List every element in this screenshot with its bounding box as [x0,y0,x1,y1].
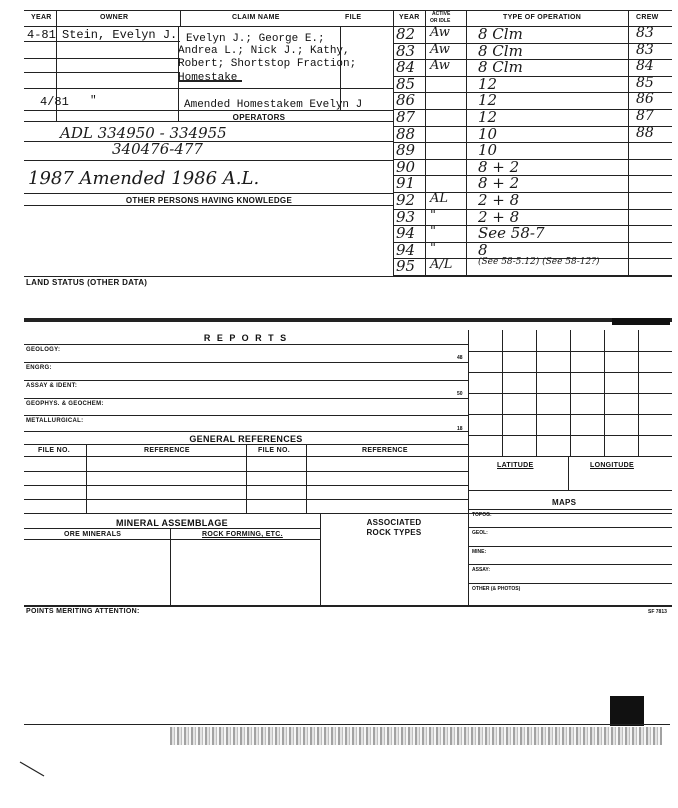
operators-line-2: 340476-477 [112,140,203,158]
header-active: ACTIVE [432,11,451,17]
activity-operation: See 58-7 [478,224,545,243]
scan-noise-band [170,727,662,745]
associated-label: ASSOCIATED [366,518,422,527]
header-type-of-operation: TYPE OF OPERATION [503,14,582,21]
grid-line [468,435,672,436]
claim-rule [24,41,180,42]
activity-operation: 12 [478,108,498,126]
gen-ref-col-file-no: FILE NO. [38,447,70,454]
activity-crew: 83 [636,41,654,58]
claim-row2-year: 4/81 [40,95,69,109]
activity-row-rule [393,76,672,77]
operators-heading: OPERATORS [232,113,286,122]
general-references-heading: GENERAL REFERENCES [189,434,303,444]
header-year-2: YEAR [399,14,420,21]
claim-row1-year: 4-81 [27,28,56,42]
grid-line [468,351,672,352]
activity-crew: 88 [636,124,654,141]
header-file: FILE [345,14,362,21]
claim-row2-owner: " [90,95,97,107]
operators-line-1: ADL 334950 - 334955 [60,124,227,142]
longitude-label: LONGITUDE [590,462,634,469]
activity-operation: 8 + 2 [478,157,520,176]
report-row-label: METALLURGICAL: [26,418,84,424]
mineral-rule [24,539,320,540]
claim-line-1: Evelyn J.; George E.; [186,33,325,45]
gen-ref-rule [24,513,672,514]
claim-line-4: Homestake [178,72,238,84]
activity-crew: 85 [636,74,654,91]
other-persons-rule [24,205,394,206]
other-persons-heading: OTHER PERSONS HAVING KNOWLEDGE [125,196,293,205]
gen-ref-col-reference-2: REFERENCE [362,447,408,454]
scan-black-block [610,696,644,726]
activity-year: 88 [396,124,416,143]
report-row-rule [24,380,468,381]
activity-year: 90 [396,157,416,176]
activity-operation: 8 [478,240,488,259]
activity-row-rule [393,142,672,143]
land-status-label: LAND STATUS (OTHER DATA) [26,278,148,287]
maps-row-label: TOPOG: [472,512,492,518]
activity-year: 82 [396,25,416,43]
activity-operation: 12 [478,74,498,93]
reports-rule [24,344,468,345]
report-row-rule [24,362,468,363]
header-top-rule [24,10,672,11]
activity-status: Aw [430,58,450,74]
report-row-rule [24,398,468,399]
claim-rule [24,110,394,111]
claim-strike [178,80,242,82]
activity-status: Aw [430,25,450,40]
header-owner: OWNER [100,14,129,21]
activity-year: 84 [396,58,416,77]
maps-row-label: MINE: [472,549,487,555]
gen-ref-col-file-no-2: FILE NO. [258,447,290,454]
latlong-divider [568,456,569,490]
activity-year: 86 [396,91,416,110]
operators-line-3: 1987 Amended 1986 A.L. [28,168,260,189]
activity-operation: 12 [478,91,498,110]
grid-line [468,372,672,373]
activity-status: " [430,207,436,223]
activity-status: Aw [430,41,450,57]
scan-line [24,724,670,725]
claim-rule [24,88,394,89]
activity-status: AL [430,191,449,206]
header-year: YEAR [31,14,52,21]
maps-top-rule [468,490,672,491]
form-code: SF 7813 [648,609,667,615]
claim-rule [24,72,180,73]
activity-year: 83 [396,41,416,60]
gen-ref-divider [306,444,307,513]
report-row-rule [24,431,468,432]
activity-status: " [430,240,436,256]
activity-year: 93 [396,207,416,226]
ore-minerals-label: ORE MINERALS [64,531,122,538]
header-divider [180,10,181,26]
report-row-label: GEOPHYS. & GEOCHEM: [26,401,104,407]
maps-row-rule [468,564,672,565]
operators-rule [24,141,394,142]
scan-stroke [18,760,48,780]
report-row-number: 18 [457,426,463,432]
latitude-label: LATITUDE [497,462,534,469]
grid-line [468,393,672,394]
activity-operation: 10 [478,141,498,160]
claim-name-divider [178,26,179,121]
activity-crew: 83 [636,25,654,41]
activity-year: 94 [396,240,416,259]
activity-operation: 10 [478,124,498,143]
activity-status: A/L [430,257,453,273]
claim-file-divider [340,26,341,110]
mineral-rule [24,528,320,529]
maps-row-rule [468,583,672,584]
mineral-divider [170,528,171,605]
activity-year: 94 [396,224,416,243]
maps-row-rule [468,509,672,510]
header-crew: CREW [636,14,659,21]
land-status-rule [24,276,672,277]
claim-line-3: Robert; Shortstop Fraction; [178,58,357,70]
activity-row-rule [393,159,672,160]
activity-year: 87 [396,108,416,126]
claim-rule [24,58,180,59]
report-row-label: ASSAY & IDENT: [26,383,78,389]
activity-year: 92 [396,191,416,209]
points-meriting-label: POINTS MERITING ATTENTION: [26,608,140,615]
form-bottom-rule [24,605,672,607]
mineral-assemblage-heading: MINERAL ASSEMBLAGE [116,518,228,528]
activity-crew: 87 [636,108,654,124]
header-or-idle: OR IDLE [430,18,451,24]
claim-line-2: Andrea L.; Nick J.; Kathy, [178,45,350,57]
grid-line [468,414,672,415]
activity-row-rule [393,126,672,127]
maps-row-label: OTHER (& PHOTOS) [472,586,521,592]
activity-year: 91 [396,174,416,193]
report-row-label: GEOLOGY: [26,347,61,353]
activity-crew: 84 [636,58,654,75]
claim-row2-name: Amended Homestakem Evelyn J [184,99,363,111]
header-bottom-rule [24,26,672,27]
operators-rule [24,160,394,161]
header-claim-name: CLAIM NAME [232,14,280,21]
report-row-label: ENGRG: [26,365,52,371]
activity-operation: 2 + 8 [478,191,520,209]
land-status-bar [24,318,672,322]
gen-ref-col-reference: REFERENCE [144,447,190,454]
mineral-divider [320,513,321,605]
activity-status: " [430,224,436,240]
activity-operation: (See 58-5.12) (See 58-12?) [478,257,600,268]
activity-row-rule [393,175,672,176]
maps-row-label: ASSAY: [472,567,491,573]
reports-heading: R E P O R T S [203,333,289,343]
report-row-number: 48 [457,355,463,361]
activity-operation: 8 Clm [478,41,523,60]
rock-types-label: ROCK TYPES [366,528,422,537]
activity-year: 85 [396,74,416,93]
activity-operation: 8 Clm [478,58,523,77]
operators-rule [24,121,394,122]
gen-ref-divider [86,444,87,513]
header-divider [56,10,57,26]
activity-operation: 8 Clm [478,25,523,43]
activity-row-rule [393,92,672,93]
maps-row-rule [468,527,672,528]
claim-row1-owner: Stein, Evelyn J. [62,28,178,42]
maps-row-label: GEOL: [472,530,488,536]
activity-operation: 2 + 8 [478,207,520,226]
maps-row-rule [468,546,672,547]
report-row-number: 50 [457,391,463,397]
activity-operation: 8 + 2 [478,174,520,193]
activity-row-rule [393,109,672,110]
report-row-rule [24,415,468,416]
maps-heading: MAPS [552,498,577,507]
activity-crew: 86 [636,91,654,108]
operators-rule [24,193,394,194]
gen-ref-divider [246,444,247,513]
rock-forming-label: ROCK FORMING, ETC. [202,531,283,538]
scan-smudge [612,318,670,325]
activity-year: 95 [396,257,416,276]
activity-year: 89 [396,141,416,160]
grid-bottom-rule [468,456,672,457]
